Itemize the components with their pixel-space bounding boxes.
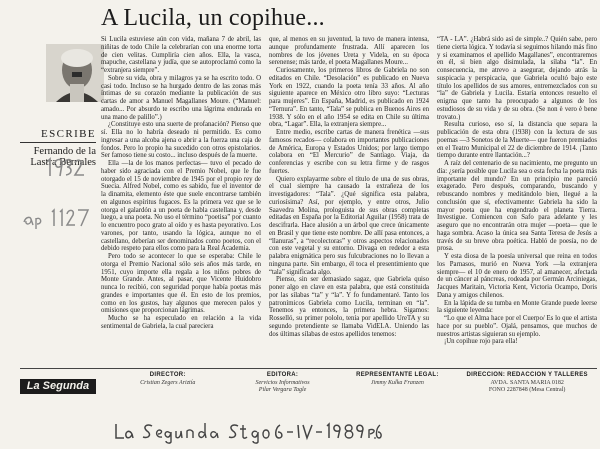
article-column-3 xyxy=(437,36,597,366)
credit-phone-line: FONO 2287848 (Mesa Central) xyxy=(488,387,566,393)
paragraph: Pienso, sin ser demasiado sagaz, que Gabriela quiso poner algo en clave en esta palabra, que está constituida por las sílabas “ta” y “la”. Y fo fundamentaré. Tanto los patronímicos Gabriela como Lucila, terminan en “la”. Tenemos ya entonces, la primera hebra. Sigamos: Rosselló, su primer pololo, tenía por apellido UreTA y su segundo pretendiente se llamaba VidELA. Uniendo las dos últimas sílabas de estos apellidos tenemos: xyxy=(269,276,429,338)
credit-name: Jimmy Kulka Franzen xyxy=(370,379,424,386)
paragraph: Mucho se ha especulado en relación a la vida sentimental de Gabriela, la cual pareciera xyxy=(101,315,261,330)
article-body xyxy=(101,36,597,366)
paragraph: Si Lucila estuviese aún con vida, mañana 7 de abril, las niñitas de todo Chile la celebrarían con una enorme torta de cien velitas. Cumpliría cien años. Ella, la vasca, mapuche, castellana y judía, que se autoproclamó como la “extranjera siempre”. xyxy=(101,36,261,74)
newspaper-logo: La Segunda xyxy=(20,379,96,394)
headline: A Lucila, un copihue... xyxy=(101,5,325,31)
handwritten-year-note xyxy=(44,156,86,180)
credit-role: EDITORA: xyxy=(266,372,299,378)
article-column-1 xyxy=(101,36,261,366)
masthead-divider xyxy=(20,368,597,369)
credit-legal-rep xyxy=(345,372,449,387)
credit-address xyxy=(457,372,597,395)
paragraph: Entre medio, escribe cartas de manera frenética —sus famosos recados— colabora en importantes publicaciones de América, Europa y Estados Unidos; por largo tiempo colabora en “El Mercurio” de Santiago. Viaja, da conferencias y escribe con su letra firme y de rasgos fuertes. xyxy=(269,129,429,175)
credit-role: REPRESENTANTE LEGAL: xyxy=(356,372,439,378)
paragraph: “TA - LA”. ¿Habrá sido así de simple..? Quién sabe, pero tiene cierta lógica. Y todavía si seguimos hilando más fino y si examinamos el apellido Magallanes”, encontraremos en él, si bien algo disimulada, la sílaba “la”. En consecuencia, me atrevo a asegurar, dejando atrás la suspicacia y perspicacia, que Gabriela ocultó bajo este título los apellidos de sus amores, entremezclados con su “la” de Gabriela y Lucila. Estaría entonces resuelto el enigma que tanto ha preocupado a algunos de los estudiosos de su vida y de su obra. (Se non è vero è bene trovato.) xyxy=(437,36,597,121)
paragraph: que, al menos en su juventud, la tuvo de manera intensa, aunque profundamente frustrada. Allí aparecen los nombres de los jóvenes Ureta y Videla, en su época serenense; más tarde, el poeta Magallanes Moure... xyxy=(269,36,429,67)
credit-name: Cristian Zegers Ariztía xyxy=(140,379,196,386)
paragraph: Pero todo se acontecer lo que se esperaba: Chile le otorga el Premio Nacional sólo seis años más tarde, en 1951, cuyo importe ella regala a los niños pobres de Monte Grande. Antes, al pasar, que Vicente Huidobro nunca lo recibió, con seguridad porque había poetas más grandes e importantes que él. En esto de los premios, como en los gustos, hay algunos que merecen palos y omisiones que proporcionan lágrimas. xyxy=(101,253,261,315)
paragraph: Curiosamente, los primeros libros de Gabriela no son editados en Chile. “Desolación” es publicado en Nueva York en 1922, cuando la poeta tenía 33 años. Al año siguiente aparece en México otro libro suyo: “Lecturas para mujeres”. En España, Madrid, es publicado en 1924 “Ternura”. En tanto, “Tala” se publica en Buenos Aires en 1938. Y sólo en el año 1954 se edita en Chile su última obra, “Lagar”. Ella, la extranjera siempre... xyxy=(269,67,429,129)
handwritten-margin-note xyxy=(22,206,92,230)
credit-name: Servicios Informativos xyxy=(255,379,310,386)
credit-role: DIRECCION: REDACCION Y TALLERES xyxy=(466,372,588,378)
credit-director xyxy=(116,372,220,387)
paragraph: A raíz del centenario de su nacimiento, me pregunto un día: ¿sería posible que Lucila sea o esta fecha la poeta más importante del mundo? En un principio me pareció exagerado. Pero después, comparando, buscando y rebuscando nombres y meditándolo bien, llegué a la conclusión que sí, efectivamente: Gabriela ha sido la mayor poeta que ha engendrado el planeta Tierra. Investigue. Comiencen con Safo para adelante y les aseguro que no encontrarán otra mujer —poeta— que le haga sombra. Acaso la única sea Santa Teresa de Jesús a través de su breve obra poética. Habló de poesía, no de prosa. xyxy=(437,160,597,253)
paragraph: ¡Un copihue rojo para ella! xyxy=(444,338,518,346)
section-divider xyxy=(20,142,96,143)
paragraph: Quiero explayarme sobre el título de una de sus obras, el cual siempre ha causado la extrañeza de los investigadores: “Tala”. ¿Qué significa esta palabra, curiosísima? Así, por ejemplo, y entre otros, Julio Saavedra Molina, prologuista de sus obras completas editadas en España por la Editorial Aguilar (1958) trata de descifrarla. Hace alusión a un árbol que crece únicamente en Brasil y que tiene este nombre. De allí pasa entonces, a “llanuras”, a “recolectoras” y otros aspectos relacionados con este vegetal y su entorno. Divaga en rededor a esta palabra enigmática pero sus fulcubraciones no lo llevan a ninguna parte. Sin embargo, él toca el presentimiento que “tala” significada algo. xyxy=(269,175,429,276)
author-photo xyxy=(46,44,104,102)
article-column-2 xyxy=(269,36,429,366)
credit-address-line: AVDA. SANTA MARIA 0182 xyxy=(490,379,564,386)
handwritten-margin-image xyxy=(22,206,92,230)
credit-editor xyxy=(228,372,338,395)
handwritten-year-image xyxy=(44,156,86,180)
credit-name: Pilar Vergara Tagle xyxy=(258,387,307,393)
paragraph: Resulta curioso, eso sí, la distancia que separa la publicación de esta obra (1938) con la lectura de sus poemas —3 Sonetos de la Muerte— que fueron premiados en el Teatro Municipal el 22 de diciembre de 1914. ¡Tanto tiempo durante entre llantación...? xyxy=(437,121,597,160)
handwritten-footer-note xyxy=(112,420,382,444)
byline-box xyxy=(20,44,96,168)
credit-role: DIRECTOR: xyxy=(149,372,186,378)
author-portrait-image xyxy=(46,44,104,102)
paragraph: Y esta diosa de la poesía universal que reina en todos los Parnasos, murió en Nueva York —la extranjera siempre— el 10 de enero de 1957, al amanecer, afectada de un cáncer al páncreas, rodeada por Germán Arciniegas, Jacques Maritain, Victoria Kent, Victoria Ocampo, Doris Dana y amigos chilenos. xyxy=(437,253,597,299)
handwritten-footer-image xyxy=(112,420,382,444)
author-name: Fernando de la Lastra Bernales xyxy=(30,146,96,168)
paragraph: ¿Constituye esto una suerte de profanación? Pienso que sí. Ella no lo habría deseado ni permitido. Es como ingresar a una alcoba ajena o abrir a la fuerza una caja de fondos. Pero lo propio ha sucedido con otros epistolarios. Ser famoso tiene su costo... incluso después de la muerte. xyxy=(101,121,261,160)
paragraph: En la lápida de su tumba en Monte Grande puede leerse la siguiente leyenda: xyxy=(437,299,597,315)
paragraph: “Lo que el Alma hace por el Cuerpo/ Es lo que el artista hace por su pueblo”. Ojalá, pensamos, que muchos de nuestros artistas siguieran su ejemplo. xyxy=(437,315,597,338)
paragraph: Ella —la de los manos perfectas— tuvo el pecado de haber sido agraciada con el Premio Nobel, que le fue otorgado el 15 de noviembre de 1945 por el propio rey de Suecia. Alfred Nobel, como es sabido, fue el inventor de la dinamita, elemento éste que suele encontrarse también en algunos espíritus fugaces. Es la primera vez que se le otorga el galardón a un poeta de habla castellana y, desde luego, a una poeta. No uso el término “poetisa” por cuanto lo encuentro poco grato al oído y es hasta peyorativo. Los varones, por tanto, usando la lógica, aunque no el castellano, deberían ser denominados como poetos, con el debido respeto para ellos como para la Real Academia. xyxy=(101,160,261,253)
masthead-footer xyxy=(20,372,597,408)
paragraph: Sobre su vida, obra y milagros ya se ha escrito todo. O casi todo. Incluso se ha hurgado dentro de las zonas más íntimas de su corazón mediante la publicación de sus cartas de amor a Manuel Magallanes Moure. (“Manuel: amado... Por absurdo te escribo una lágrima endurada en una mano de palillo”.) xyxy=(101,74,261,121)
section-tag: ESCRIBE xyxy=(40,128,96,140)
